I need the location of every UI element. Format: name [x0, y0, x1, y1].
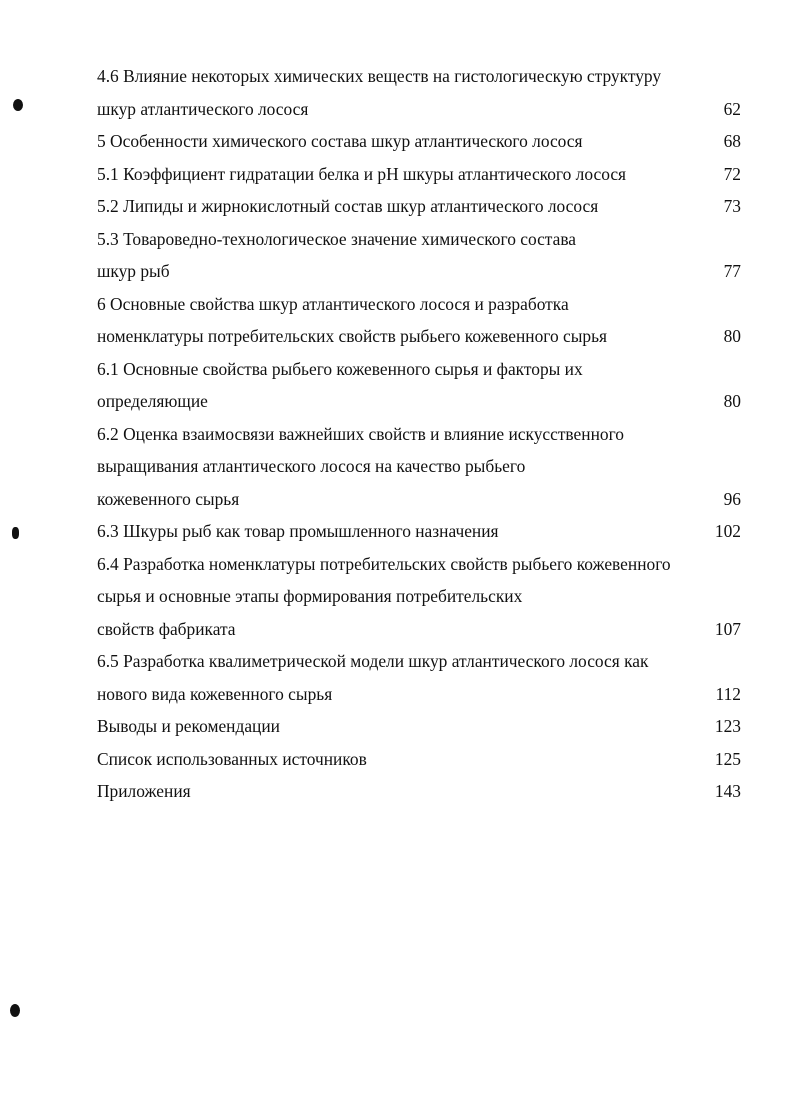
- toc-entry-last-line: [97, 515, 741, 548]
- toc-entry-title: 6.3 Шкуры рыб как товар промышленного назначения: [97, 521, 499, 541]
- toc-entry-last-line: [97, 190, 741, 223]
- toc-entry-title: 5.1 Коэффициент гидратации белка и рН шкуры атлантического лосося: [97, 163, 627, 184]
- toc-entry-page: 112: [715, 683, 741, 704]
- toc-entry-title: 5.2 Липиды и жирнокислотный состав шкур атлантического лосося: [97, 196, 599, 216]
- toc-entry-page: 107: [714, 618, 741, 639]
- toc-entry-text-line: 6.2 Оценка взаимосвязи важнейших свойств и влияние искусственного: [97, 423, 624, 444]
- toc-entry-last-line: [97, 158, 741, 191]
- toc-entry-last-line: [97, 613, 741, 646]
- toc-entry-last-line: [97, 93, 741, 126]
- toc-entry-last-line: [97, 710, 741, 743]
- toc-entry-last-line: [97, 125, 741, 158]
- toc-entry-last-line: [97, 385, 741, 418]
- toc-entry: [97, 645, 741, 710]
- toc-entry-title: нового вида кожевенного сырья: [97, 683, 333, 704]
- toc-entry: [97, 418, 741, 516]
- toc-entry-title: кожевенного сырья: [97, 488, 240, 509]
- toc-entry-last-line: [97, 678, 741, 711]
- toc-entry-last-line: [97, 743, 741, 776]
- toc-entry-page: 72: [723, 163, 741, 184]
- toc-entry-text-line: 4.6 Влияние некоторых химических веществ на гистологическую структуру: [97, 66, 662, 86]
- toc-entry-page: 102: [714, 521, 741, 541]
- toc-entry-page: 68: [723, 131, 741, 151]
- toc-entry-page: 77: [723, 261, 741, 281]
- toc-entry: [97, 190, 741, 223]
- toc-entry-text-line: 6.4 Разработка номенклатуры потребительских свойств рыбьего кожевенного: [97, 553, 671, 574]
- toc-entry: [97, 515, 741, 548]
- toc-entry: [97, 223, 741, 288]
- toc-entry-title: Приложения: [97, 781, 191, 801]
- toc-entry-last-line: [97, 775, 741, 808]
- toc-entry: [97, 710, 741, 743]
- table-of-contents: [97, 60, 741, 808]
- toc-entry-last-line: [97, 255, 741, 288]
- toc-entry-last-line: [97, 320, 741, 353]
- toc-entry: [97, 60, 741, 125]
- toc-entry-title: шкур рыб: [97, 261, 170, 281]
- toc-entry-text-line: сырья и основные этапы формирования потребительских: [97, 586, 523, 606]
- toc-entry-last-line: [97, 483, 741, 516]
- toc-entry-title: Выводы и рекомендации: [97, 716, 280, 736]
- toc-entry-title: Список использованных источников: [97, 748, 367, 769]
- toc-entry-text-line: 6.1 Основные свойства рыбьего кожевенного сырья и факторы их: [97, 358, 583, 379]
- toc-entry-text-line: выращивания атлантического лосося на качество рыбьего: [97, 456, 526, 476]
- toc-entry-title: определяющие: [97, 391, 208, 411]
- toc-entry-page: 62: [723, 98, 741, 119]
- toc-entry-title: свойств фабриката: [97, 618, 236, 639]
- toc-entry-page: 96: [723, 488, 741, 509]
- toc-entry-text-line: 6 Основные свойства шкур атлантического лосося и разработка: [97, 293, 569, 314]
- toc-entry-text-line: 5.3 Товароведно-технологическое значение химического состава: [97, 228, 577, 249]
- toc-entry-page: 143: [714, 781, 741, 801]
- toc-entry-text-line: 6.5 Разработка квалиметрической модели шкур атлантического лосося как: [97, 651, 649, 671]
- toc-entry-page: 125: [714, 748, 741, 769]
- toc-entry: [97, 548, 741, 646]
- scan-mark: [13, 99, 23, 111]
- toc-entry-title: шкур атлантического лосося: [97, 98, 309, 119]
- toc-entry: [97, 353, 741, 418]
- toc-entry: [97, 158, 741, 191]
- toc-entry-title: 5 Особенности химического состава шкур атлантического лосося: [97, 131, 583, 151]
- toc-entry: [97, 125, 741, 158]
- toc-entry-page: 73: [723, 196, 741, 216]
- toc-entry-page: 80: [723, 326, 741, 346]
- toc-entry-page: 123: [714, 716, 741, 736]
- toc-entry: [97, 775, 741, 808]
- toc-entry-page: 80: [723, 391, 741, 411]
- scan-mark: [12, 527, 19, 539]
- toc-entry: [97, 743, 741, 776]
- toc-entry: [97, 288, 741, 353]
- scan-mark: [10, 1004, 20, 1017]
- toc-entry-title: номенклатуры потребительских свойств рыбьего кожевенного сырья: [97, 326, 608, 346]
